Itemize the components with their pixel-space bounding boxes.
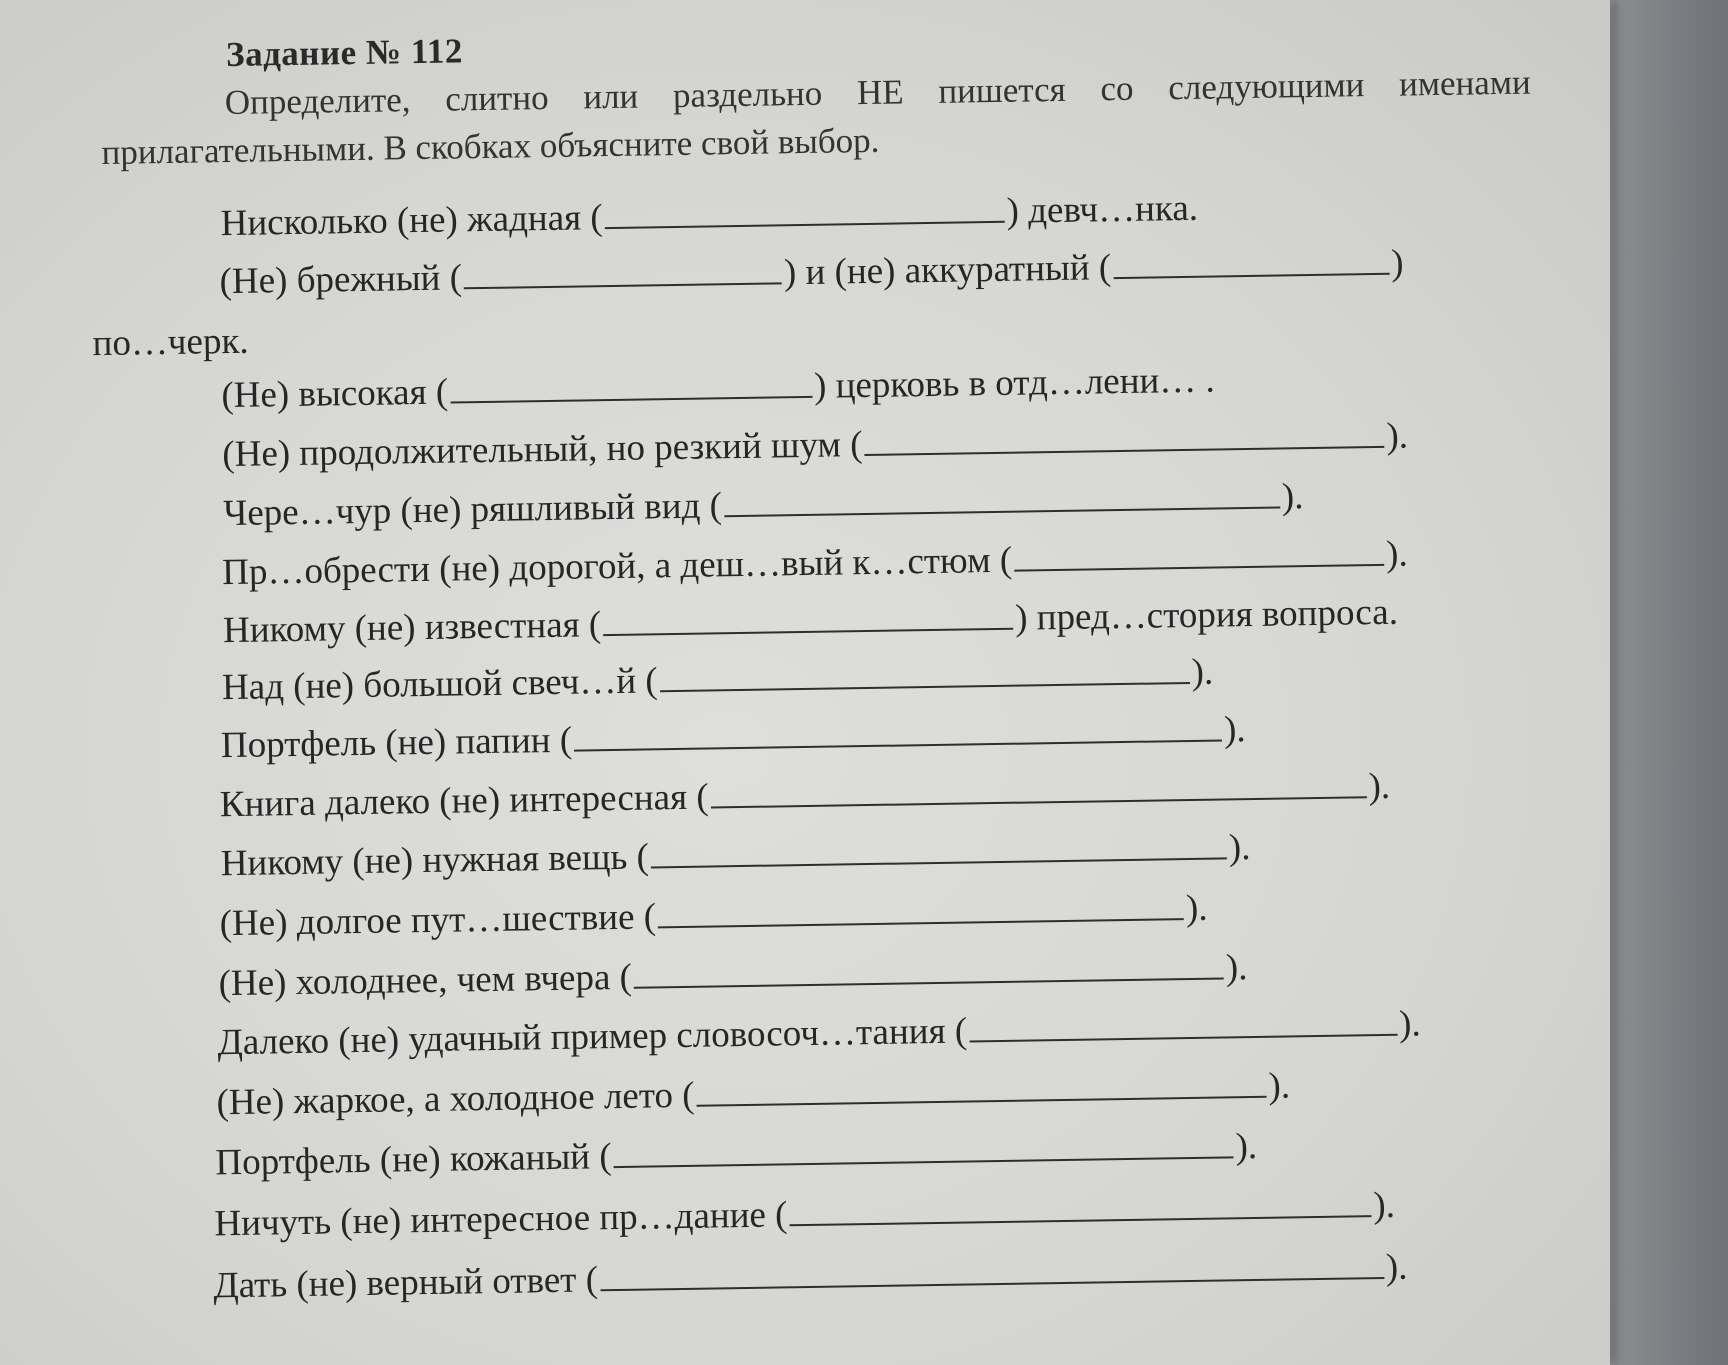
answer-blank <box>450 366 812 404</box>
exercise-line <box>221 709 1246 767</box>
exercise-text-after: ). <box>1191 651 1214 693</box>
exercise-line <box>220 188 1198 245</box>
exercise-line <box>223 592 1398 652</box>
exercise-line <box>221 360 1215 418</box>
answer-blank <box>634 947 1224 988</box>
exercise-text-after: ). <box>1228 827 1251 869</box>
exercise-text-after: ). <box>1235 1125 1258 1168</box>
exercise-text-before: Портфель (не) папин ( <box>220 719 573 767</box>
exercise-text-after: ). <box>1398 1003 1421 1045</box>
exercise-text-after: ). <box>1268 1065 1291 1107</box>
answer-blank <box>651 827 1227 868</box>
exercise-text-after: ) девч…нка. <box>1006 187 1199 232</box>
exercise-text-after: ). <box>1386 415 1409 457</box>
answer-blank <box>1113 243 1389 279</box>
exercise-text-before: Дать (не) верный ответ ( <box>213 1259 599 1307</box>
answer-blank <box>613 1126 1233 1168</box>
answer-blank <box>659 652 1189 692</box>
exercise-text-before: Пр…обрести (не) дорогой, а деш…вый к…стюм ( <box>221 539 1013 594</box>
exercise-text-after: ) пред…стория вопроса. <box>1014 591 1399 639</box>
exercise-text-before: Над (не) большой свеч…й ( <box>221 660 658 709</box>
exercise-text-after: ). <box>1368 765 1391 808</box>
exercise-text-before: Далеко (не) удачный пример словосоч…тания ( <box>217 1010 968 1064</box>
answer-blank <box>464 252 782 289</box>
exercise-line <box>222 534 1408 595</box>
answer-blank <box>724 477 1280 518</box>
exercise-text-before: Нисколько (не) жадная ( <box>220 197 603 245</box>
answer-blank <box>864 416 1384 456</box>
exercise-line <box>220 766 1391 826</box>
exercise-line <box>217 1003 1421 1064</box>
exercise-text-after: ). <box>1185 887 1208 930</box>
exercise-text-after: ). <box>1385 533 1408 575</box>
exercise-text-before: Никому (не) известная ( <box>222 604 602 652</box>
exercise-text-middle: ) и (не) аккуратный ( <box>783 247 1112 294</box>
answer-blank <box>969 1004 1397 1043</box>
exercise-line <box>218 947 1247 1005</box>
exercise-line <box>214 1185 1395 1246</box>
answer-blank <box>1014 534 1384 572</box>
answer-blank <box>604 191 1004 229</box>
answer-blank <box>710 766 1366 808</box>
exercise-text-after: ) <box>1390 242 1404 284</box>
exercise-text-before: Ничуть (не) интересное пр…дание ( <box>214 1194 788 1245</box>
answer-blank <box>603 598 1013 636</box>
exercise-text-before: (Не) долгое пут…шествие ( <box>219 896 657 945</box>
answer-blank <box>600 1247 1384 1291</box>
exercise-line <box>213 1247 1408 1308</box>
exercise-line <box>219 888 1208 946</box>
exercise-text-before: (Не) брежный ( <box>219 257 463 303</box>
exercise-line <box>222 416 1408 477</box>
exercise-text-after: ). <box>1373 1184 1396 1227</box>
exercise-line-continuation <box>92 321 249 365</box>
answer-blank <box>789 1185 1371 1226</box>
exercise-text-after: ). <box>1223 709 1246 751</box>
answer-blank <box>658 888 1184 928</box>
exercise-line <box>215 1126 1257 1184</box>
exercise-text-before: (Не) продолжительный, но резкий шум ( <box>222 424 863 476</box>
exercise-text-before: Портфель (не) кожаный ( <box>215 1136 612 1184</box>
exercise-text-after: ). <box>1281 476 1304 518</box>
exercise-line <box>223 476 1304 535</box>
exercise-line <box>216 1065 1290 1124</box>
exercise-text-after: ) церковь в отд…лени… . <box>813 359 1216 407</box>
exercise-line <box>222 652 1214 710</box>
exercise-text-before: Чере…чур (не) ряшливый вид ( <box>222 485 723 535</box>
exercise-line <box>219 243 1403 304</box>
exercise-text-before: Никому (не) нужная вещь ( <box>220 836 650 885</box>
exercise-line <box>220 827 1250 885</box>
exercise-text-before: (Не) высокая ( <box>221 371 449 417</box>
answer-blank <box>574 709 1222 751</box>
exercise-text-after: ). <box>1385 1246 1408 1288</box>
exercise-text-before: (Не) холоднее, чем вчера ( <box>218 956 633 1005</box>
exercise-text-before: (Не) жаркое, а холодное лето ( <box>216 1074 695 1124</box>
exercise-text-before: Книга далеко (не) интересная ( <box>219 776 709 826</box>
exercise-text-before: по…черк. <box>92 320 249 365</box>
task-title: Задание № 112 <box>225 31 464 75</box>
task-instruction: Определите, слитно или раздельно НЕ пишется со следующими именами прилагательными. В скобках объясните свой выбор. <box>101 62 1531 172</box>
exercise-text-after: ). <box>1225 947 1248 989</box>
answer-blank <box>696 1066 1266 1107</box>
